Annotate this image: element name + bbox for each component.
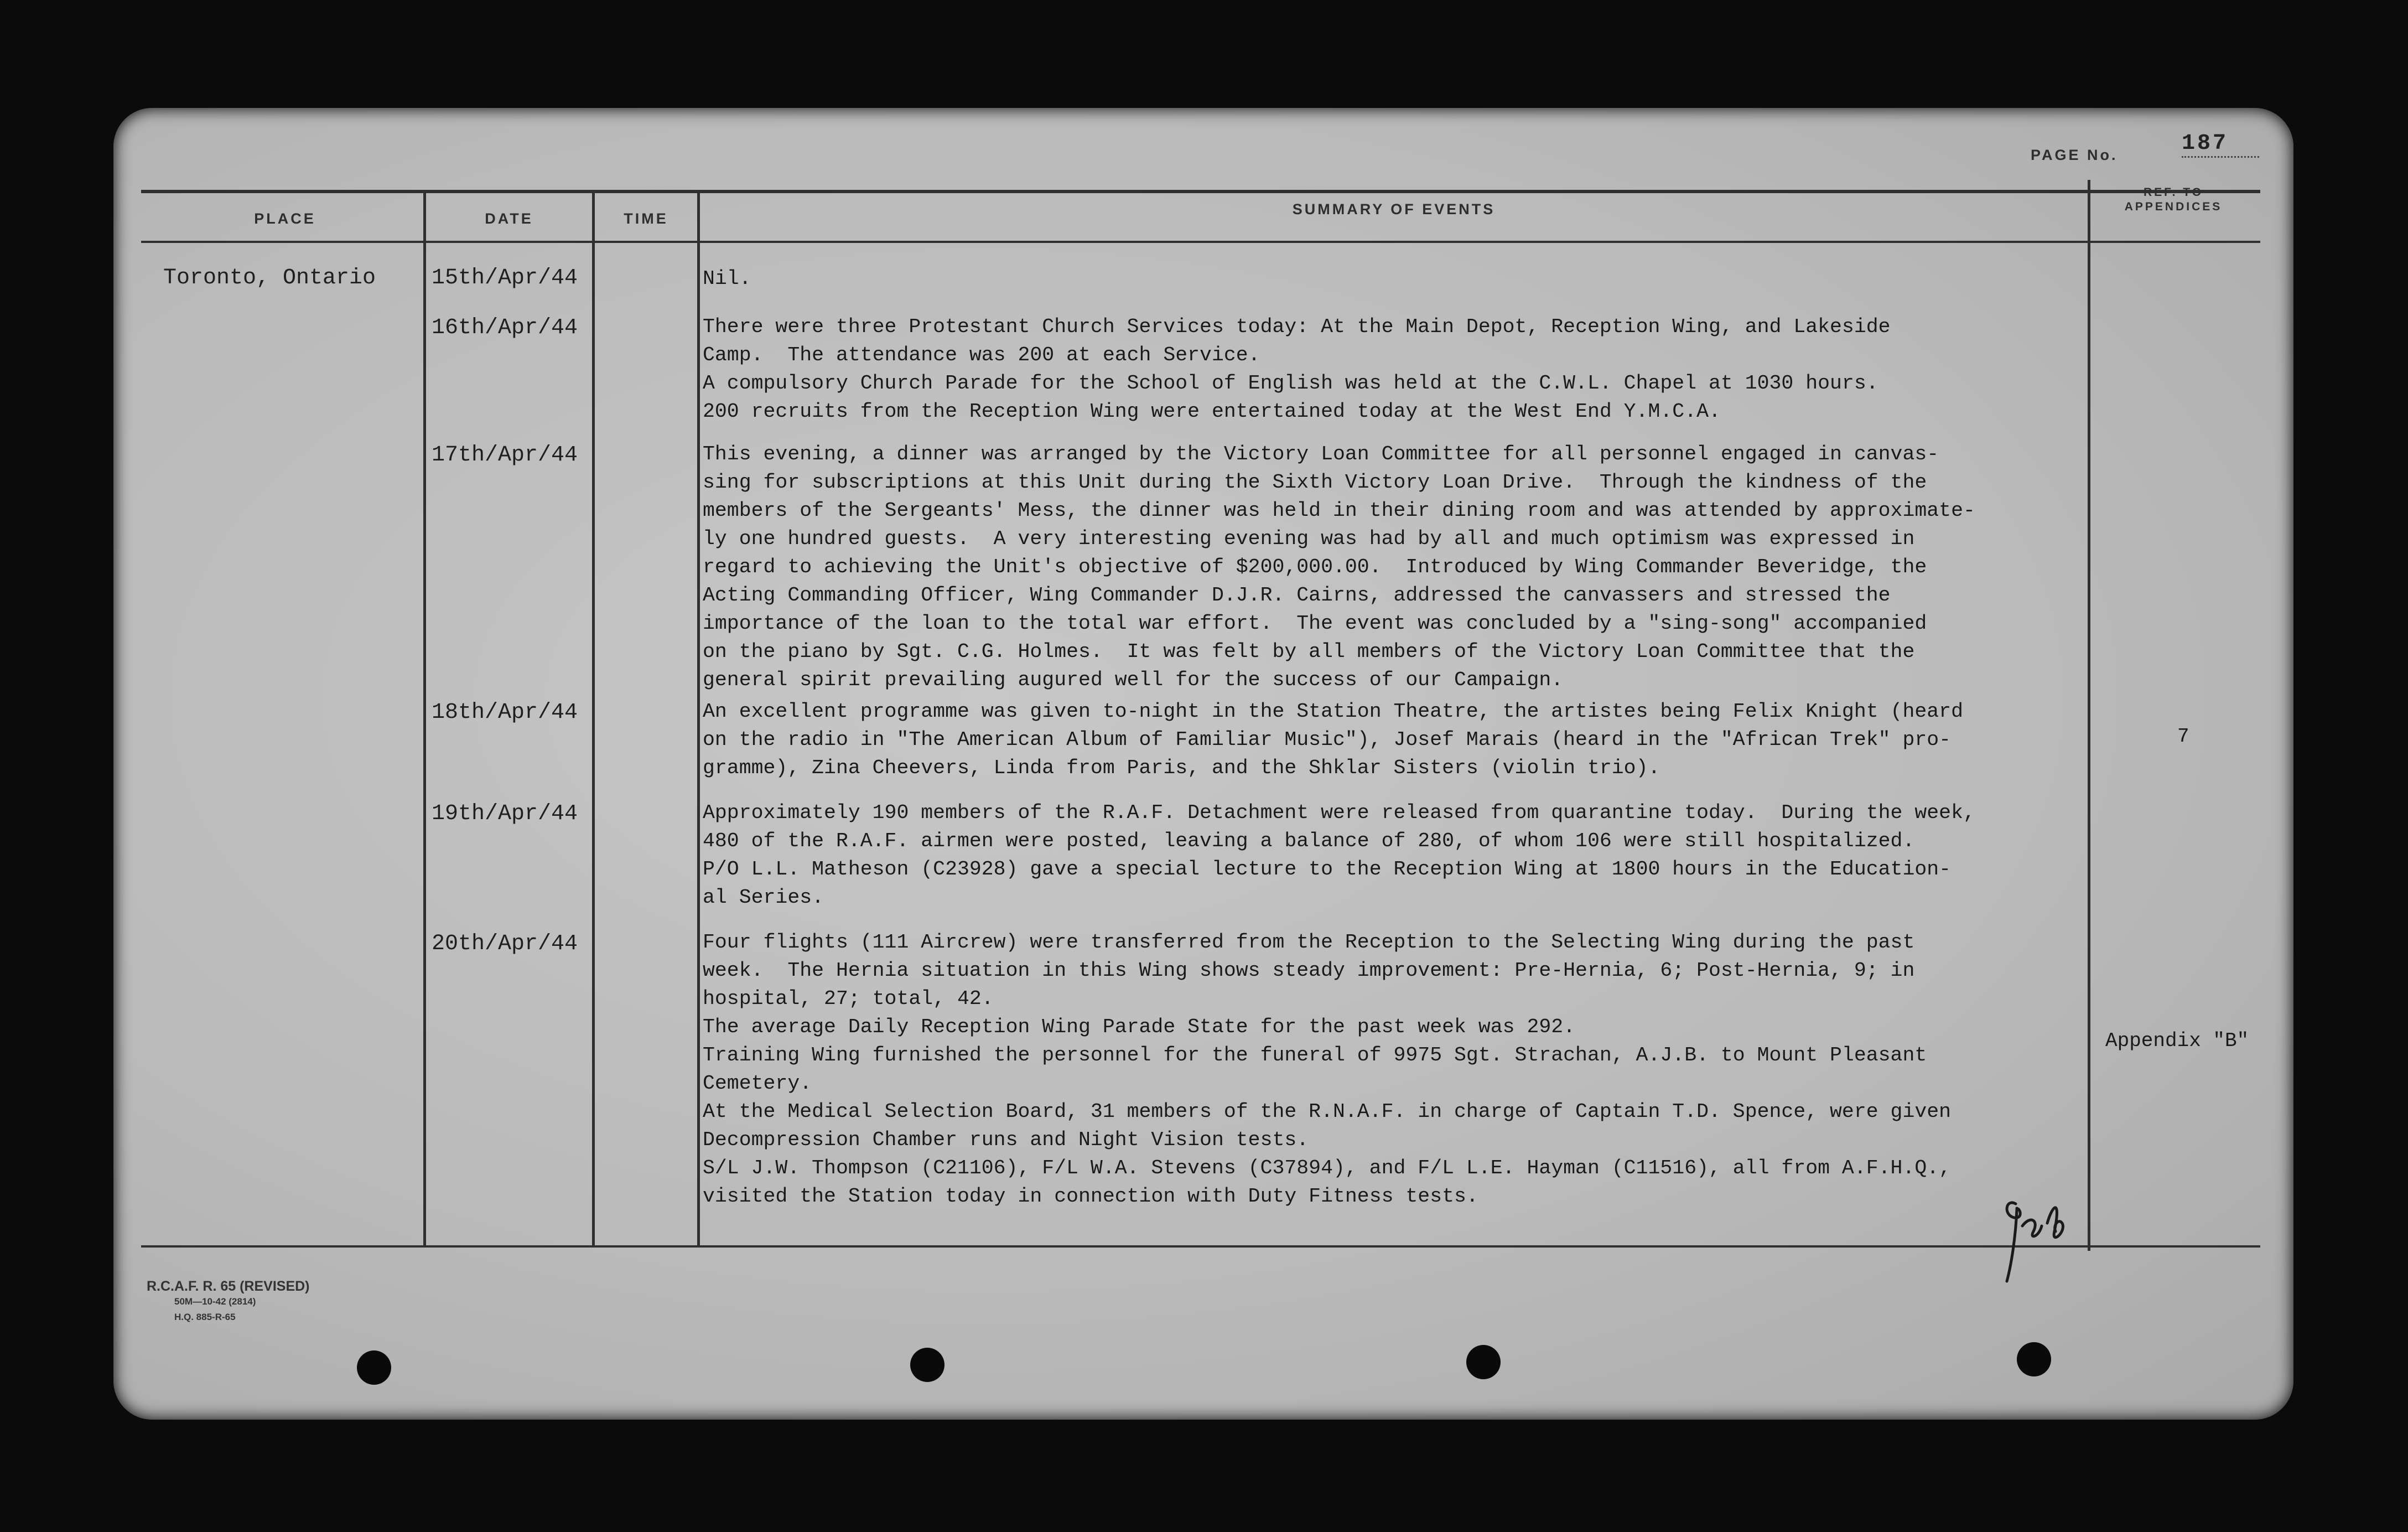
entry-line: ly one hundred guests. A very interesting evening was had by all and much optimism was expressed in (703, 527, 1915, 550)
entry-line: on the radio in "The American Album of Familiar Music"), Josef Marais (heard in the "African Trek" pro- (703, 728, 1952, 751)
entry-date: 16th/Apr/44 (432, 315, 578, 340)
column-header-ref (2090, 185, 2256, 214)
entry-line: Four flights (111 Aircrew) were transferred from the Reception to the Selecting Wing during the past (703, 931, 1915, 954)
entry-text (703, 440, 2108, 694)
form-identifier (147, 1279, 310, 1325)
column-header-ref-line2: APPENDICES (2124, 200, 2223, 213)
entry-line: on the piano by Sgt. C.G. Holmes. It was felt by all members of the Victory Loan Committee that the (703, 640, 1915, 663)
punch-hole (357, 1350, 391, 1385)
column-header-date: DATE (485, 210, 533, 227)
page-number-label: PAGE No. (2031, 147, 2118, 163)
form-hq-code: H.Q. 885-R-65 (174, 1312, 236, 1322)
entry-text (703, 928, 2108, 1210)
entry-line: al Series. (703, 886, 824, 909)
entry-line: At the Medical Selection Board, 31 members of the R.N.A.F. in charge of Captain T.D. Spence, were given (703, 1100, 1952, 1123)
punch-hole (2017, 1342, 2051, 1376)
punch-hole (1466, 1345, 1501, 1379)
divider-time-summary (697, 190, 700, 1247)
entry-text (703, 313, 2108, 426)
ref-mark: 7 (2177, 725, 2189, 748)
entry-date: 15th/Apr/44 (432, 266, 578, 291)
entry-line: P/O L.L. Matheson (C23928) gave a special lecture to the Reception Wing at 1800 hours in the Education- (703, 858, 1952, 881)
place-value: Toronto, Ontario (163, 266, 376, 291)
entry-line: sing for subscriptions at this Unit during the Sixth Victory Loan Drive. Through the kindness of the (703, 471, 1927, 494)
punch-hole (910, 1348, 944, 1382)
entry-line: general spirit prevailing augured well for the success of our Campaign. (703, 669, 1564, 691)
handwritten-initials-signature (2000, 1193, 2078, 1287)
entry-line: hospital, 27; total, 42. (703, 987, 994, 1010)
column-header-place: PLACE (254, 210, 316, 227)
divider-place-date (423, 190, 426, 1247)
header-bottom-rule (141, 241, 2260, 243)
form-print-code: 50M—10-42 (2814) (174, 1296, 256, 1307)
entry-line: Nil. (703, 267, 751, 290)
entry-line: Decompression Chamber runs and Night Vision tests. (703, 1129, 1309, 1151)
entry-line: 200 recruits from the Reception Wing were entertained today at the West End Y.M.C.A. (703, 400, 1721, 423)
entry-line: regard to achieving the Unit's objective of $200,000.00. Introduced by Wing Commander Beveridge, the (703, 556, 1927, 578)
page-number-value: 187 (2182, 131, 2259, 158)
column-header-summary: SUMMARY OF EVENTS (1292, 201, 1496, 218)
entry-line: week. The Hernia situation in this Wing shows steady improvement: Pre-Hernia, 6; Post-Hernia, 9; in (703, 959, 1915, 982)
entry-line: importance of the loan to the total war effort. The event was concluded by a "sing-song" accompanied (703, 612, 1927, 635)
header-top-rule (141, 190, 2260, 193)
entry-line: gramme), Zina Cheevers, Linda from Paris, and the Shklar Sisters (violin trio). (703, 757, 1660, 779)
entry-line: Approximately 190 members of the R.A.F. Detachment were released from quarantine today. During the week, (703, 801, 1975, 824)
entry-line: There were three Protestant Church Services today: At the Main Depot, Reception Wing, and Lakeside (703, 315, 1891, 338)
entry-line: visited the Station today in connection with Duty Fitness tests. (703, 1185, 1478, 1208)
entry-line: Cemetery. (703, 1072, 812, 1095)
entry-line: An excellent programme was given to-night in the Station Theatre, the artistes being Felix Knight (heard (703, 700, 1963, 723)
divider-date-time (592, 190, 595, 1247)
entry-date: 18th/Apr/44 (432, 700, 578, 725)
entry-line: Acting Commanding Officer, Wing Commander D.J.R. Cairns, addressed the canvassers and stressed the (703, 584, 1891, 607)
entry-line: members of the Sergeants' Mess, the dinner was held in their dining room and was attended by approximate- (703, 499, 1975, 522)
entry-line: S/L J.W. Thompson (C21106), F/L W.A. Stevens (C37894), and F/L L.E. Hayman (C11516), all from A.F.H.Q., (703, 1157, 1952, 1179)
column-header-ref-line1: REF. TO (2143, 186, 2204, 199)
entry-date: 19th/Apr/44 (432, 801, 578, 826)
entry-line: A compulsory Church Parade for the School of English was held at the C.W.L. Chapel at 1030 hours. (703, 372, 1878, 395)
diary-card (113, 108, 2293, 1420)
appendix-reference: Appendix "B" (2105, 1029, 2249, 1052)
column-header-time: TIME (624, 210, 668, 227)
entry-text (703, 697, 2108, 782)
entry-line: Camp. The attendance was 200 at each Service. (703, 344, 1260, 366)
entry-line: 480 of the R.A.F. airmen were posted, leaving a balance of 280, of whom 106 were still hospitalized. (703, 830, 1915, 852)
entry-line: The average Daily Reception Wing Parade State for the past week was 292. (703, 1016, 1576, 1038)
entry-date: 17th/Apr/44 (432, 443, 578, 468)
entry-text (703, 265, 2108, 293)
entry-line: This evening, a dinner was arranged by the Victory Loan Committee for all personnel engaged in canvas- (703, 443, 1939, 465)
entry-line: Training Wing furnished the personnel for the funeral of 9975 Sgt. Strachan, A.J.B. to Mount Pleasant (703, 1044, 1927, 1067)
table-bottom-rule (141, 1245, 2260, 1248)
entry-date: 20th/Apr/44 (432, 931, 578, 956)
form-number: R.C.A.F. R. 65 (REVISED) (147, 1279, 310, 1294)
entry-text (703, 799, 2108, 912)
